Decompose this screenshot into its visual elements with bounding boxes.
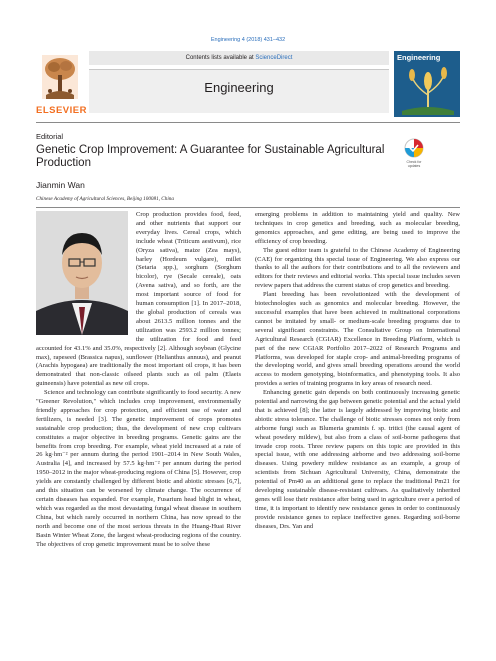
body-paragraph: The guest editor team is grateful to the Chinese Academy of Engineering (CAE) for organizing this special issue of Engineering. We also express our thanks to all the authors for their contributions and to all the reviewers and editors for their reviews and editorial works. This special issue includes seven review papers that address the current status of crop genetics and breeding. [255, 246, 460, 290]
author-affiliation: Chinese Academy of Agricultural Sciences, Beijing 100081, China [36, 196, 174, 202]
article-author[interactable]: Jianmin Wan [36, 180, 85, 190]
contents-prefix: Contents lists available at [185, 55, 256, 61]
header-divider [36, 122, 460, 123]
elsevier-tree-icon [42, 55, 78, 99]
masthead-center [89, 51, 389, 117]
journal-cover-thumbnail[interactable] [394, 51, 460, 117]
body-column-left [36, 211, 241, 549]
article-section-label: Editorial [36, 132, 64, 141]
author-portrait [36, 211, 128, 335]
article-title: Genetic Crop Improvement: A Guarantee for Sustainable Agricultural Production [36, 144, 385, 169]
body-paragraph: Crop production provides food, feed, and other nutrients that support our everyday lives. Cereal crops, which include wheat (Triticum aestivum), rice (Oryza sativa), maize (Zea mays), barley (Hordeum vulgare), millet (Setaria spp.), sorghum (Sorghum bicolor), rye (Secale cereale), oats (Avena sativa), and so forth, are the most important source of food for human consumption [1]. In 2017–2018, the global production of cereals was about 2613.5 million tonnes and the utilization was 2593.2 million tonnes; the utilization for food and feed accounted for 43.1% and 35.0%, respectively [2]. Although soybean (Glycine max), rapeseed (Brassica napus), sunflower (Helianthus annuus), and peanut (Arachis hypogaea) are traditionally the most important oil crops, it has been demonstrated that non-classic oilseed plants such as oil palm (Elaeis guineensis) have potential as new oil crops. [36, 211, 241, 388]
contents-bar [89, 51, 389, 65]
publisher-wordmark: ELSEVIER [36, 105, 87, 116]
cover-artwork-icon [402, 65, 454, 115]
author-portrait-illustration [36, 211, 128, 335]
elsevier-logo [36, 51, 87, 117]
cover-title: Engineering [397, 53, 441, 62]
body-paragraph: emerging problems in addition to maintaining yield and quality. New techniques in crop genetics and breeding, such as molecular breeding, genomics approaches, and gene editing, are being used to improve the efficiency of crop breeding. [255, 211, 460, 245]
check-for-updates-label[interactable]: Check for updates [406, 160, 422, 168]
journal-name[interactable]: Engineering [204, 80, 274, 95]
sciencedirect-link[interactable]: ScienceDirect [255, 55, 293, 61]
body-column-right [255, 211, 460, 532]
body-paragraph: Enhancing genetic gain depends on both continuously increasing genetic potential and narrowing the gap between genetic potential and the actual yield that is achieved [8]; the latter is largely addressed by improving biotic and abiotic stress tolerance. The challenge of biotic stresses comes not only from airborne fungi such as Blumeria graminis f. sp. tritici (the causal agent of wheat powdery mildew), but also from a class of soil-borne pathogens that invade crop roots. Three review papers on this topic are provided in this special issue, with one addressing airborne and two addressing soil-borne diseases. Using powdery mildew resistance as an example, a group of scientists from Sichuan Agricultural University, China, demonstrate the potential of Pm40 as an additional gene to replace the traditional Pm21 for developing sustainable disease-resistant cultivars. As qualitatively inherited genes will lose their resistance after being used in agriculture over a period of time, it is important to identify new resistance genes in order to continuously provide resistance genes to replace ineffective genes. Regarding soil-borne diseases, Drs. Yan and [255, 389, 460, 530]
journal-citation[interactable]: Engineering 4 (2018) 431–432 [210, 37, 286, 43]
body-paragraph: Plant breeding has been revolutionized with the development of biotechnologies such as genomics and molecular breeding. However, the successful examples that have been achieved in multinational corporations cannot be imitated by small- or medium-scale breeding programs due to several significant constraints. The Consultative Group on International Agricultural Research (CGIAR) Excellence in Breeding Platform, which is part of the new CGIAR Portfolio 2017–2022 of Research Programs and Platforms, was developed for staple crop- and animal-breeding programs of the developing world, and gives small breeding operations around the world access to modern genotyping, bioinformatics, and phenotyping tools. It also provides a series of training programs in key areas of research need. [255, 291, 460, 388]
journal-title-box [89, 69, 389, 113]
journal-masthead [36, 51, 460, 117]
body-paragraph: Science and technology can contribute significantly to food security. A new "Greener Revolution," which includes crop improvement, environmentally friendly approaches for crop protection, and efficient use of water and fertilizers, is needed [3]. The genetic improvement of crops promotes sustainable crop production; thus, the development of new crop cultivars constitutes a major objective in breeding programs. Genetic gains are the benefits from crop breeding. For example, wheat yield increased at a rate of 26 kg·hm⁻² per annum during the period 1901–2014 in New South Wales, Australia [4], and increased by 57.5 kg·hm⁻² per annum during the period 1950–2012 in the major wheat-producing regions of China [5]. However, crop yields are constantly challenged by different biotic and abiotic stresses [6,7], and this situation can be worsened by climate change. The occurrence of certain diseases has expanded. For example, Fusarium head blight in wheat, which was regarded as the most devastating fungal wheat disease in southern China, but which rarely occurred in northern China, has now spread to the north and become one of the most serious threats in the Huang-Huai River Basin Winter Wheat Zone, the largest wheat-producing regions of the country. The objectives of crop genetic improvement must be to solve these [36, 389, 241, 548]
title-divider [36, 207, 460, 208]
